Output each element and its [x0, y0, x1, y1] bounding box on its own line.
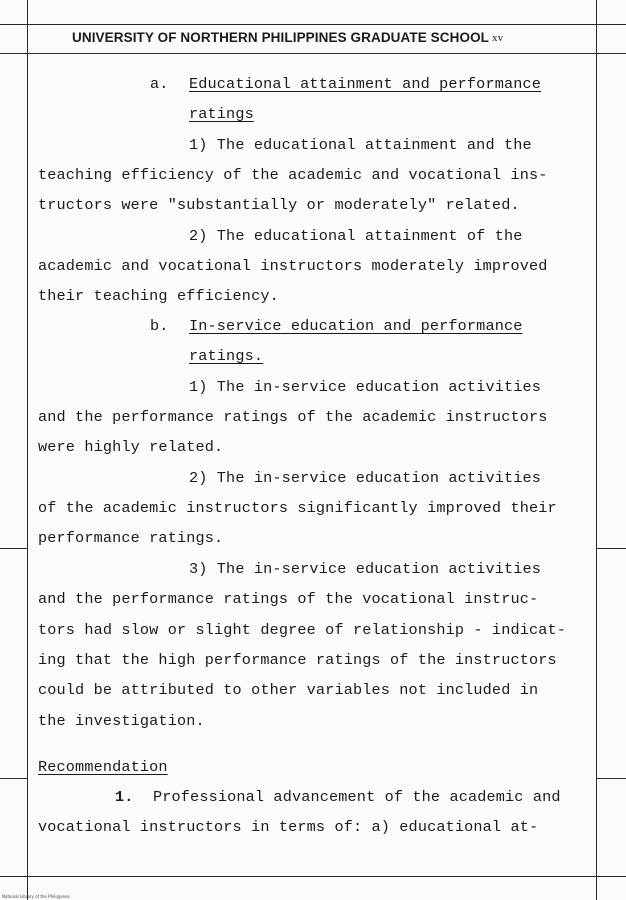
section-a-marker: a. [150, 75, 169, 93]
a-item1-line1: 1) The educational attainment and the [189, 136, 532, 154]
footer-stamp: National Library of the Philippines [2, 894, 70, 899]
section-a-title-line1: Educational attainment and performance [189, 75, 542, 93]
right-tick-2 [596, 778, 626, 779]
recommendation-item1-number: 1. [115, 788, 134, 806]
a-item1-line3: tructors were "substantially or moderately" related. [38, 196, 520, 214]
left-tick-1 [0, 548, 27, 549]
a-item2-line2: academic and vocational instructors moderately improved [38, 257, 548, 275]
recommendation-heading: Recommendation [38, 758, 168, 776]
page-number: xv [492, 32, 504, 44]
a-item1-line2: teaching efficiency of the academic and vocational ins- [38, 166, 548, 184]
footer-rule [0, 876, 626, 877]
page-header [72, 30, 572, 45]
b-item3-line1: 3) The in-service education activities [189, 560, 542, 578]
b-item2-line1: 2) The in-service education activities [189, 469, 542, 487]
b-item3-line2: and the performance ratings of the vocational instruc- [38, 590, 539, 608]
section-b-marker: b. [150, 317, 169, 335]
b-item1-line3: were highly related. [38, 438, 224, 456]
b-item3-line3: tors had slow or slight degree of relationship - indicat- [38, 621, 567, 639]
b-item3-line6: the investigation. [38, 712, 205, 730]
section-a-title-line2: ratings [189, 105, 254, 123]
b-item1-line1: 1) The in-service education activities [189, 378, 542, 396]
header-title: UNIVERSITY OF NORTHERN PHILIPPINES GRADUATE SCHOOL [72, 30, 490, 45]
right-margin-line [596, 0, 597, 900]
b-item3-line4: ing that the high performance ratings of the instructors [38, 651, 557, 669]
a-item2-line1: 2) The educational attainment of the [189, 227, 523, 245]
recommendation-item1-line1: Professional advancement of the academic and [153, 788, 561, 806]
right-tick-1 [596, 548, 626, 549]
a-item2-line3: their teaching efficiency. [38, 287, 279, 305]
b-item2-line2: of the academic instructors significantly improved their [38, 499, 557, 517]
left-tick-2 [0, 778, 27, 779]
b-item2-line3: performance ratings. [38, 529, 224, 547]
recommendation-item1-line2: vocational instructors in terms of: a) educational at- [38, 818, 539, 836]
b-item3-line5: could be attributed to other variables not included in [38, 681, 539, 699]
section-b-title-line1: In-service education and performance [189, 317, 523, 335]
section-b-title-line2: ratings. [189, 347, 264, 365]
header-rule-bottom [0, 53, 626, 54]
header-rule-top [0, 24, 626, 25]
b-item1-line2: and the performance ratings of the academic instructors [38, 408, 548, 426]
left-margin-line [27, 0, 28, 900]
